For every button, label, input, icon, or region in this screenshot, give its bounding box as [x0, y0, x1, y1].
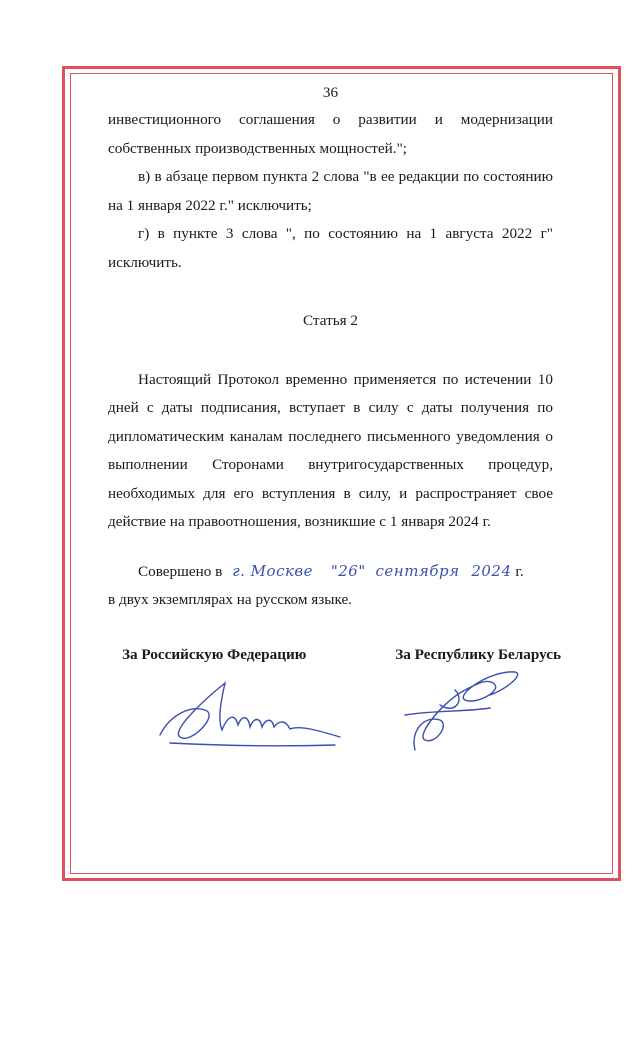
done-suffix: г.: [515, 562, 524, 580]
done-line: [108, 557, 553, 587]
done-prefix: Совершено в: [138, 562, 223, 580]
page-number: 36: [322, 84, 339, 101]
signatory-russia: За Российскую Федерацию: [122, 645, 307, 663]
signature-russia: [150, 675, 350, 755]
signatory-belarus: За Республику Беларусь: [395, 645, 561, 663]
done-line-2: в двух экземплярах на русском языке.: [108, 591, 352, 608]
done-place: г. Москве: [232, 561, 314, 580]
article-title: Статья 2: [302, 312, 359, 329]
document-body: [108, 82, 561, 669]
done-year: 2024: [471, 561, 512, 580]
done-month: сентября: [375, 561, 460, 580]
done-day: "26": [330, 561, 366, 580]
paragraph-continuation: инвестиционного соглашения о развитии и модернизации собственных производственных мощностей.";: [108, 111, 553, 157]
paragraph-item-v: в) в абзаце первом пункта 2 слова "в ее редакции по состоянию на 1 января 2022 г." исключить;: [108, 168, 553, 214]
article-text: Настоящий Протокол временно применяется по истечении 10 дней с даты подписания, вступает в силу с даты получения по дипломатическим каналам последнего письменного уведомления о выполнении Сторонами внутригосударственных процедур, необходимых для его вступления в силу, и распространяет свое действие на правоотношения, возникшие с 1 января 2024 г.: [108, 370, 553, 530]
paragraph-item-g: г) в пункте 3 слова ", по состоянию на 1 августа 2022 г" исключить.: [108, 225, 553, 271]
done-clause: [108, 557, 553, 615]
signature-belarus: [395, 660, 535, 760]
